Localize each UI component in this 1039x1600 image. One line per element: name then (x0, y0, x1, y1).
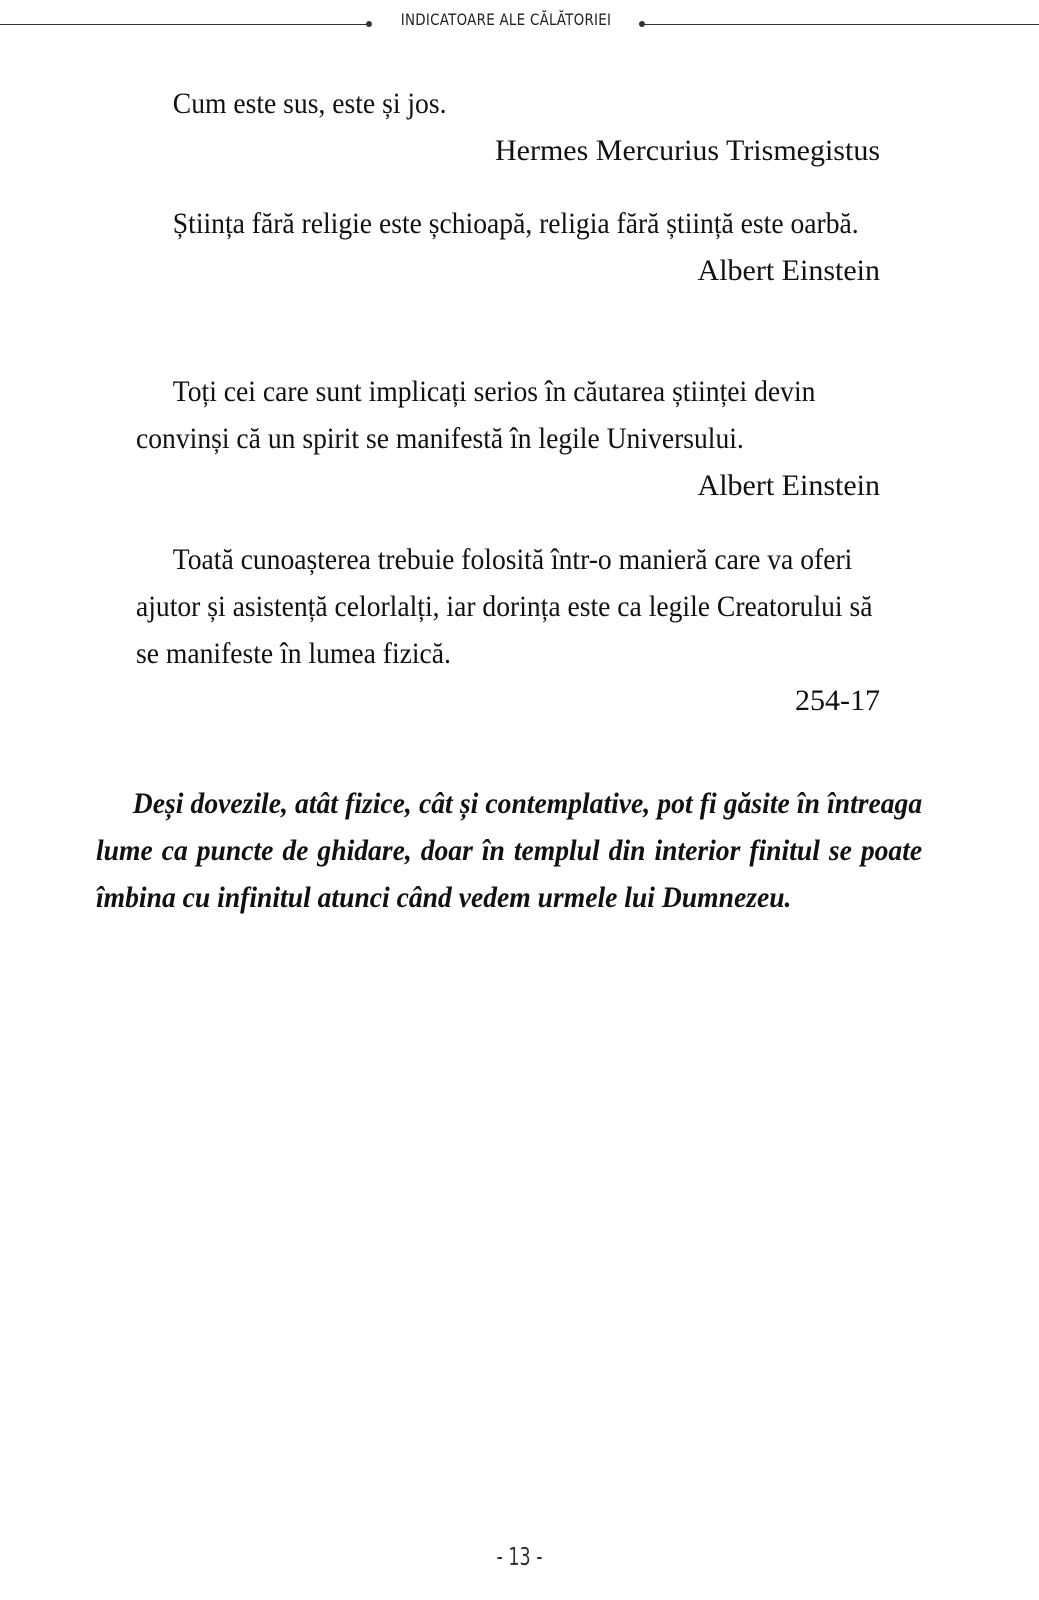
quote-author: Albert Einstein (697, 254, 880, 287)
page-number: - 13 - (496, 1542, 543, 1571)
quote-text: Cum este sus, este și jos. (172, 87, 447, 120)
running-header (0, 8, 1039, 42)
header-rule-left (0, 24, 368, 25)
quote-block (136, 80, 880, 174)
header-title: INDICATOARE ALE CĂLĂTORIEI (400, 10, 612, 29)
quote-author: Albert Einstein (697, 469, 880, 502)
quote-text: Toți cei care sunt implicați serios în căutarea științei devin convinși că un spirit se manifestă în legile Universului. (136, 375, 816, 455)
quote-text: Toată cunoașterea trebuie folosită într-o manieră care va oferi ajutor și asistență celorlalți, iar dorința este ca legile Creatorului să se manifeste în lumea fizică. (136, 543, 873, 670)
quote-block (136, 368, 880, 509)
quote-text: Știința fără religie este șchioapă, religia fără știință este oarbă. (172, 207, 859, 240)
quote-block (136, 200, 880, 294)
closing-text: Deși dovezile, atât fizice, cât și contemplative, pot fi găsite în întreaga lume ca puncte de ghidare, doar în templul din interior finitul se poate îmbina cu infinitul atunci când vedem urmele lui Dumnezeu. (96, 787, 923, 914)
quote-author: 254-17 (795, 684, 880, 717)
header-dot-left (366, 21, 372, 27)
quote-block (136, 536, 880, 724)
closing-paragraph (96, 780, 922, 921)
header-rule-right (643, 24, 1039, 25)
quote-author: Hermes Mercurius Trismegistus (495, 134, 880, 167)
